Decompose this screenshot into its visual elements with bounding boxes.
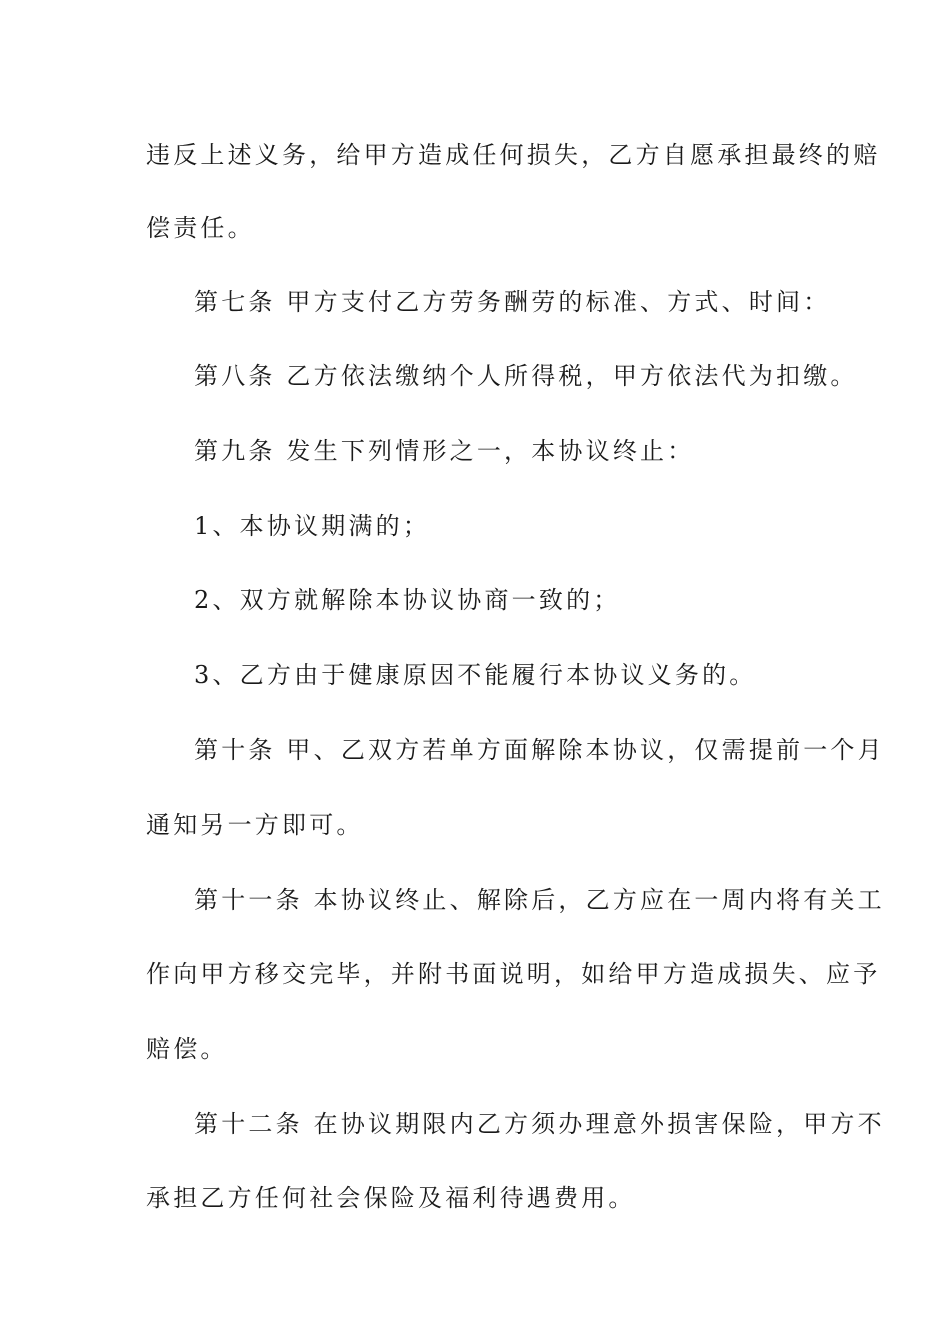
article-12-heading: 第十二条 在协议期限内乙方须办理意外损害保险，甲方不 — [194, 1110, 885, 1138]
text-line: 作向甲方移交完毕，并附书面说明，如给甲方造成损失、应予 — [146, 960, 881, 988]
article-9-heading: 第九条 发生下列情形之一，本协议终止： — [194, 437, 695, 465]
article-10-heading: 第十条 甲、乙双方若单方面解除本协议，仅需提前一个月 — [194, 736, 885, 764]
text-line: 承担乙方任何社会保险及福利待遇费用。 — [146, 1184, 636, 1212]
list-item: 1、本协议期满的； — [194, 512, 431, 540]
list-item: 3、乙方由于健康原因不能履行本协议义务的。 — [194, 661, 757, 689]
text-line: 偿责任。 — [146, 214, 255, 242]
text-line: 通知另一方即可。 — [146, 811, 364, 839]
list-item: 2、双方就解除本协议协商一致的； — [194, 586, 621, 614]
article-11-heading: 第十一条 本协议终止、解除后，乙方应在一周内将有关工 — [194, 886, 885, 914]
article-7-heading: 第七条 甲方支付乙方劳务酬劳的标准、方式、时间： — [194, 288, 831, 316]
text-line: 赔偿。 — [146, 1035, 228, 1063]
article-8-heading: 第八条 乙方依法缴纳个人所得税，甲方依法代为扣缴。 — [194, 362, 858, 390]
text-line: 违反上述义务，给甲方造成任何损失，乙方自愿承担最终的赔 — [146, 141, 881, 169]
